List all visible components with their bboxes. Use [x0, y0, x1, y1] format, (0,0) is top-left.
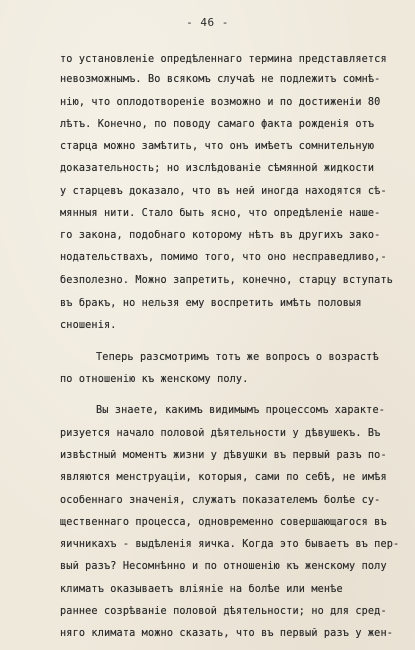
text-line: доказательность; но изслѣдованіе сѣмянной жидкости	[60, 163, 375, 175]
text-line: няго климата можно сказать, что въ первый разъ у жен-	[60, 628, 394, 639]
text-line: го закона, подобнаго которому нѣтъ въ другихъ зако-	[60, 230, 381, 242]
text-line: въ бракъ, но нельзя ему воспретить имѣть половыя	[60, 297, 362, 309]
text-line: ризуется начало половой дѣятельности у дѣвушекъ. Въ	[60, 427, 381, 439]
text-line: извѣстный моментъ жизни у дѣвушки въ первый разъ по-	[60, 450, 387, 461]
text-line: щественнаго процесса, одновременно совершающагося въ	[60, 516, 387, 528]
text-line: климатъ оказываетъ вліяніе на болѣе или менѣе	[60, 583, 343, 595]
text-line: особеннаго значенія, служатъ показателемъ болѣе су-	[60, 494, 381, 506]
text-line: старца можно замѣтить, что онъ имѣетъ сомнительную	[60, 141, 375, 153]
text-line: у старцевъ доказало, что въ ней иногда находятся сѣ-	[60, 185, 387, 197]
text-line: нодательствахъ, помимо того, что оно несправедливо,-	[60, 252, 387, 264]
text-line: сношенія.	[60, 320, 117, 332]
page-number: - 46 -	[186, 16, 229, 29]
text-line: то установленіе опредѣленнаго термина представляется	[60, 54, 387, 65]
text-line: мянныя нити. Стало быть ясно, что опредѣленіе наше-	[60, 207, 381, 219]
text-line: невозможнымъ. Во всякомъ случаѣ не подлежитъ сомнѣ-	[60, 74, 381, 86]
text-line: по отношенію къ женскому полу.	[60, 373, 249, 385]
text-line: являются менструаціи, которыя, сами по себѣ, не имѣя	[60, 472, 387, 484]
text-line: Вы знаете, какимъ видимымъ процессомъ характе-	[96, 405, 386, 417]
text-line: Теперь разсмотримъ тотъ же вопросъ о возрастѣ	[96, 351, 379, 363]
text-line: вый разъ? Несомнѣнно и по отношенію къ женскому полу	[60, 561, 387, 573]
text-line: яичникахъ - выдѣленія яичка. Когда это бываетъ въ пер-	[60, 539, 400, 550]
text-line: лѣтъ. Конечно, по поводу самаго факта рожденія отъ	[60, 118, 375, 130]
text-line: нію, что оплодотвореніе возможно и по достиженіи 80	[60, 96, 381, 108]
text-line: безполезно. Можно запретить, конечно, старцу вступать	[60, 274, 394, 286]
text-line: раннее созрѣваніе половой дѣятельности; но для сред-	[60, 605, 387, 617]
